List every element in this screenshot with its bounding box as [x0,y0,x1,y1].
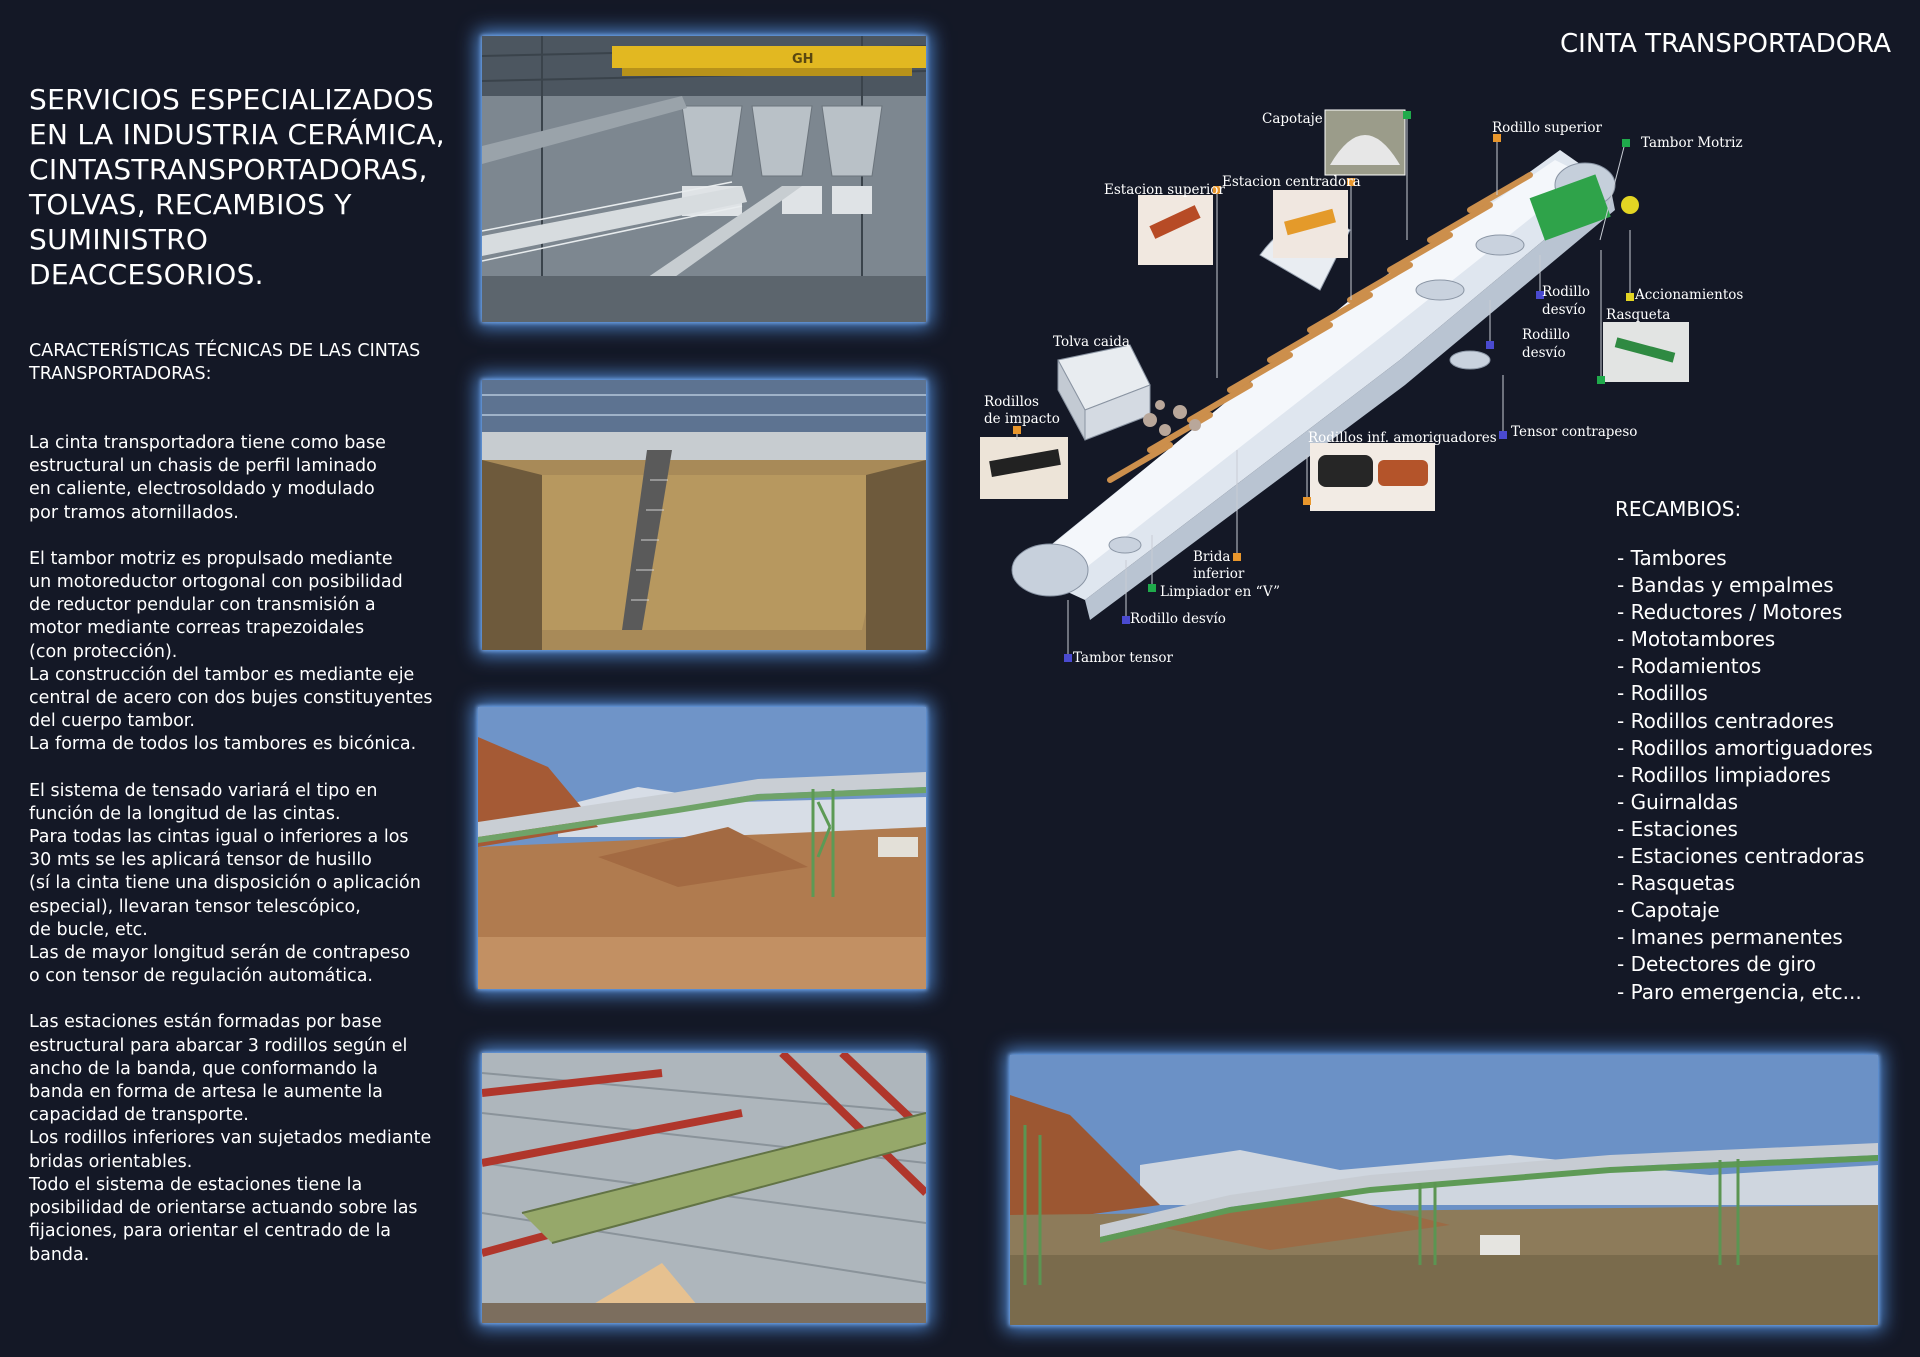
label-tambor-motriz: Tambor Motriz [1641,135,1743,151]
label-brida-inferior: Brida [1193,549,1231,565]
main-title-line: CINTASTRANSPORTADORAS, [29,153,428,186]
label-estacion-centradora: Estacion centradora [1222,174,1361,190]
label-tolva-caida: Tolva caida [1053,334,1130,350]
list-item: - Guirnaldas [1617,789,1873,816]
list-item: - Estaciones [1617,816,1873,843]
label-tambor-tensor: Tambor tensor [1073,650,1173,666]
label-rodillos-impacto: de impacto [984,411,1060,427]
label-accionamientos: Accionamientos [1635,287,1744,303]
list-item: - Paro emergencia, etc... [1617,979,1873,1006]
list-item: - Estaciones centradoras [1617,843,1873,870]
marker-yellow [1626,293,1634,301]
main-title-line: EN LA INDUSTRIA CERÁMICA, [29,118,445,151]
tech-paragraph: El sistema de tensado variará el tipo en función de la longitud de las cintas. Para todas las cintas igual o inferiores a los 30 mts se les aplicará tensor de husillo (sí la cinta tiene una disposición o aplicación especial), llevaran tensor telescópico, de bucle, etc. Las de mayor longitud serán de contrapeso o con tensor de regulación automática. [29,780,421,987]
list-item: - Bandas y empalmes [1617,572,1873,599]
label-limpiador-v: Limpiador en “V” [1160,584,1281,600]
marker-blue [1122,616,1130,624]
tech-title-line: TRANSPORTADORAS: [29,364,212,384]
crane-label: GH [792,52,814,67]
label-estacion-superior: Estacion superior [1104,182,1225,198]
tech-title-line: CARACTERÍSTICAS TÉCNICAS DE LAS CINTAS [29,341,421,361]
list-item: - Imanes permanentes [1617,924,1873,951]
list-item: - Rodillos amortiguadores [1617,735,1873,762]
label-rodillo-desvio-2: Rodillo [1522,327,1571,343]
list-item: - Tambores [1617,545,1873,572]
label-brida-inferior: inferior [1193,566,1245,582]
spare-parts-title: RECAMBIOS: [1615,497,1742,521]
main-title-line: SERVICIOS ESPECIALIZADOS [29,83,435,116]
diagram-title: CINTA TRANSPORTADORA [1560,29,1892,59]
marker-blue [1064,654,1072,662]
list-item: - Rodamientos [1617,653,1873,680]
spare-parts-list [1617,545,1873,1006]
list-item: - Rodillos limpiadores [1617,762,1873,789]
list-item: - Detectores de giro [1617,951,1873,978]
tech-paragraph: El tambor motriz es propulsado mediante un motoreductor ortogonal con posibilidad de reductor pendular con transmisión a motor mediante correas trapezoidales (con protección). La construcción del tambor es mediante eje central de acero con dos bujes constituyentes del cuerpo tambor. La forma de todos los tambores es bicónica. [29,548,433,755]
label-rodillos-inf-amortiguadores: Rodillos inf. amoriguadores [1308,430,1497,446]
tech-paragraph: Las estaciones están formadas por base estructural para abarcar 3 rodillos según el ancho de la banda, que conformando la banda en forma de artesa le aumente la capacidad de transporte. Los rodillos inferiores van sujetados mediante bridas orientables. Todo el sistema de estaciones tiene la posibilidad de orientarse actuando sobre las fijaciones, para orientar el centrado de la banda. [29,1012,432,1265]
label-tensor-contrapeso: Tensor contrapeso [1511,424,1638,440]
tech-section-title [29,340,449,386]
main-title-line: SUMINISTRO DEACCESORIOS. [29,223,264,291]
marker-green [1597,376,1605,384]
photo-outdoor-conveyor [478,707,926,989]
marker-orange [1233,553,1241,561]
list-item: - Rodillos [1617,680,1873,707]
list-item: - Reductores / Motores [1617,599,1873,626]
tech-section-body [29,432,449,1290]
main-title [29,82,449,292]
tech-paragraph: La cinta transportadora tiene como base estructural un chasis de perfil laminado en caliente, electrosoldado y modulado por tramos atornillados. [29,433,386,523]
list-item: - Mototambores [1617,626,1873,653]
marker-blue [1486,341,1494,349]
photo-warehouse-roof [482,1053,926,1323]
photo-industrial-plant [482,36,926,322]
label-rodillos-impacto: Rodillos [984,394,1039,410]
main-title-line: TOLVAS, RECAMBIOS Y [29,188,352,221]
photo-long-conveyor [1010,1055,1878,1325]
label-rasqueta: Rasqueta [1606,307,1671,323]
marker-orange [1303,497,1311,505]
list-item: - Capotaje [1617,897,1873,924]
label-rodillo-superior: Rodillo superior [1492,120,1602,136]
list-item: - Rasquetas [1617,870,1873,897]
label-rodillo-desvio-1: desvío [1542,302,1586,318]
marker-blue [1499,431,1507,439]
inset-estacion-superior [1138,195,1213,265]
marker-green [1148,584,1156,592]
label-capotaje: Capotaje [1262,111,1323,127]
marker-orange [1013,426,1021,434]
label-rodillo-desvio-3: Rodillo desvío [1130,611,1226,627]
label-rodillo-desvio-2: desvío [1522,345,1566,361]
marker-green [1403,111,1411,119]
photo-hopper-pit [482,380,926,650]
label-rodillo-desvio-1: Rodillo [1542,284,1591,300]
marker-green [1622,139,1630,147]
list-item: - Rodillos centradores [1617,708,1873,735]
